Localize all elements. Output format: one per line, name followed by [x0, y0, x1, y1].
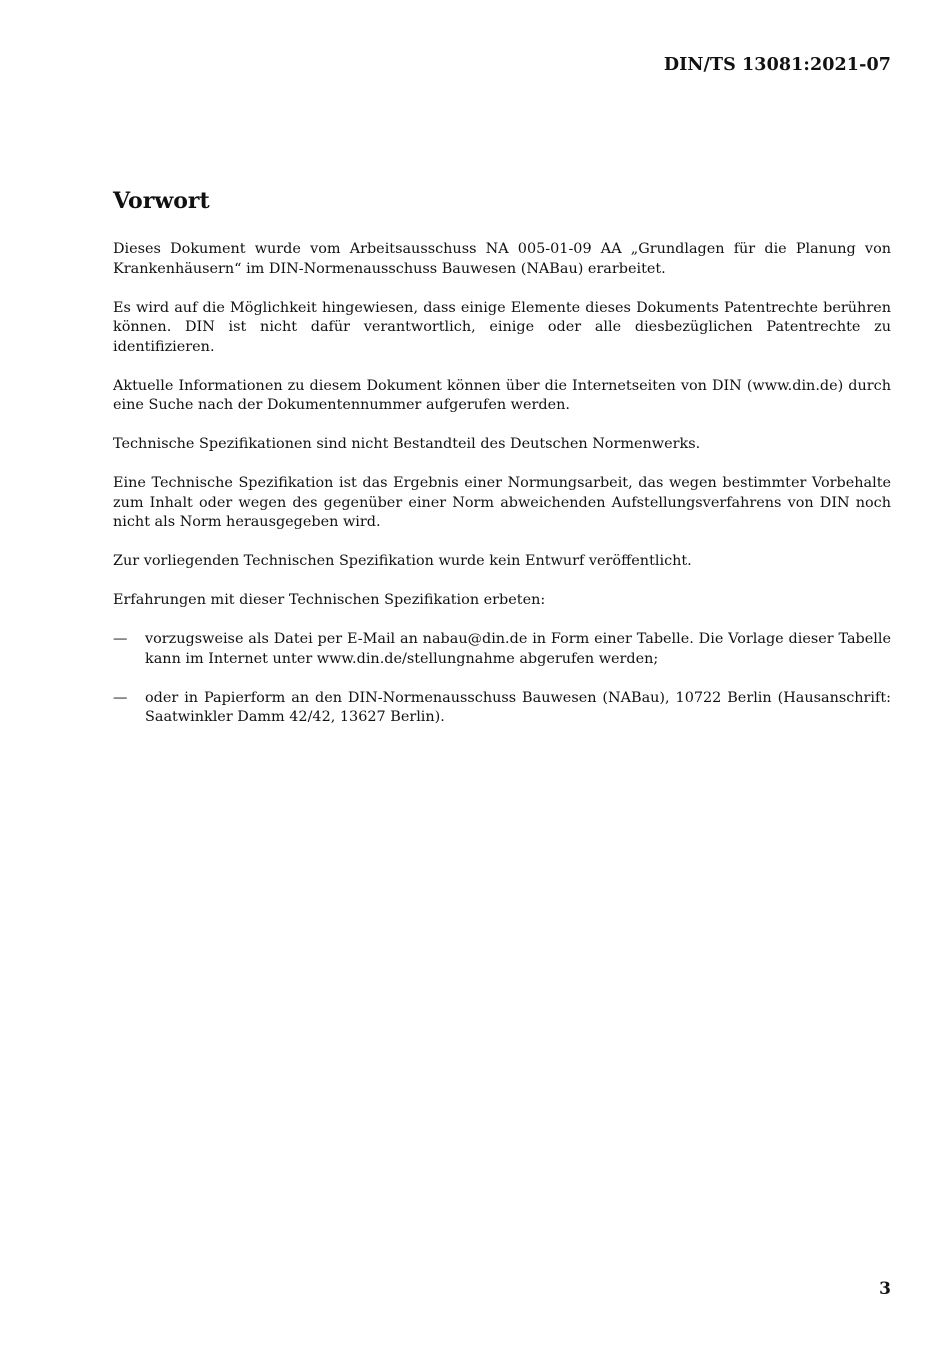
paragraph-current-information: Aktuelle Informationen zu diesem Dokument können über die Internetseiten von DIN (www.din.de) durch eine Suche nach der Dokumentennummer aufgerufen werden. [113, 377, 891, 413]
document-id-header: DIN/TS 13081:2021-07 [663, 55, 891, 75]
dash-marker: — [113, 631, 128, 647]
paragraph-feedback-request: Erfahrungen mit dieser Technischen Spezifikation erbeten: [113, 592, 546, 608]
paragraph-no-draft: Zur vorliegenden Technischen Spezifikation wurde kein Entwurf veröffentlicht. [113, 553, 692, 569]
paragraph-patent-notice: Es wird auf die Möglichkeit hingewiesen, dass einige Elemente dieses Dokuments Patentrechte berühren können. DIN ist nicht dafür verantwortlich, einige oder alle diesbezüglichen Patentrechte zu identifizieren. [113, 299, 891, 355]
section-title: Vorwort [113, 188, 210, 214]
list-item-text: vorzugsweise als Datei per E-Mail an nabau@din.de in Form einer Tabelle. Die Vorlage dieser Tabelle kann im Internet unter www.din.de/stellungnahme abgerufen werden; [145, 631, 891, 667]
page-number: 3 [879, 1279, 891, 1299]
paragraph-not-standard: Technische Spezifikationen sind nicht Bestandteil des Deutschen Normenwerks. [113, 436, 701, 452]
paragraph-committee: Dieses Dokument wurde vom Arbeitsausschuss NA 005-01-09 AA „Grundlagen für die Planung von Krankenhäusern“ im DIN-Normenausschuss Bauwesen (NABau) erarbeitet. [113, 241, 891, 277]
paragraph-specification-definition: Eine Technische Spezifikation ist das Ergebnis einer Normungsarbeit, das wegen bestimmter Vorbehalte zum Inhalt oder wegen des gegenüber einer Norm abweichenden Aufstellungsverfahrens von DIN noch nicht als Norm herausgegeben wird. [113, 475, 891, 530]
list-item [113, 689, 891, 728]
list-item-text: oder in Papierform an den DIN-Normenausschuss Bauwesen (NABau), 10722 Berlin (Hausanschrift: Saatwinkler Damm 42/42, 13627 Berlin). [145, 689, 891, 725]
list-item [113, 630, 891, 669]
dash-marker: — [113, 689, 128, 706]
feedback-options-list [113, 630, 891, 728]
foreword-body [113, 240, 891, 747]
